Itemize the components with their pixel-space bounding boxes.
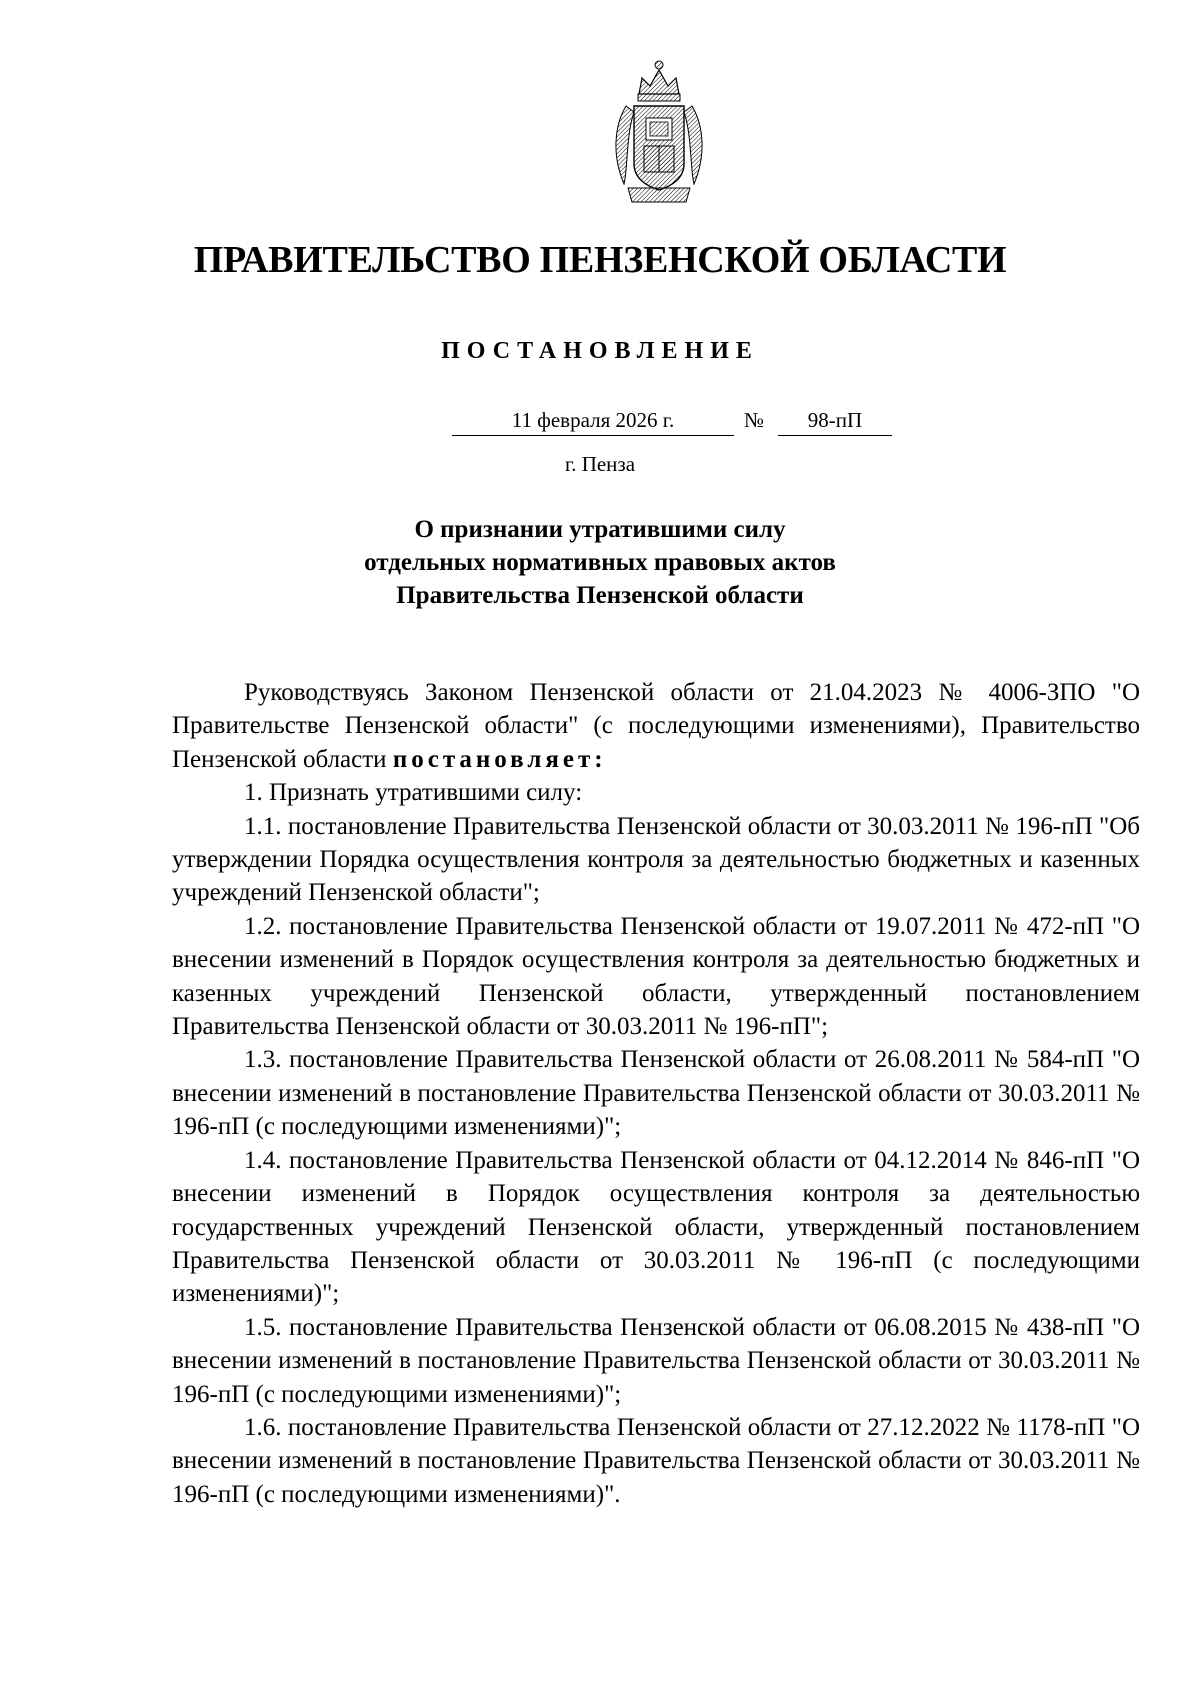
preamble-paragraph <box>172 676 1140 776</box>
item-1-4: 1.4. постановление Правительства Пензенской области от 04.12.2014 № 846-пП "О внесении изменений в Порядок осуществления контроля за деятельностью государственных учреждений Пензенской области, утвержденный постановлением Правительства Пензенской области от 30.03.2011 № 196-пП (с последующими изменениями)"; <box>172 1146 1140 1308</box>
number-sign: № <box>744 408 765 432</box>
item-1-2: 1.2. постановление Правительства Пензенской области от 19.07.2011 № 472-пП "О внесении изменений в Порядок осуществления контроля за деятельностью бюджетных и казенных учреждений Пензенской области, утвержденный постановлением Правительства Пензенской области от 30.03.2011 № 196-пП"; <box>172 912 1140 1041</box>
item-1-5: 1.5. постановление Правительства Пензенской области от 06.08.2015 № 438-пП "О внесении изменений в постановление Правительства Пензенской области от 30.03.2011 № 196-пП (с последующими изменениями)"; <box>172 1313 1140 1408</box>
document-subject <box>0 513 1200 612</box>
subject-line-3: Правительства Пензенской области <box>396 582 804 609</box>
document-number: 98-пП <box>778 408 892 436</box>
preamble-text: Руководствуясь Законом Пензенской области от 21.04.2023 № 4006-ЗПО "О Правительстве Пензенской области" (с последующими изменениями), Правительство Пензенской области <box>172 679 1140 773</box>
item-1-3: 1.3. постановление Правительства Пензенской области от 26.08.2011 № 584-пП "О внесении изменений в постановление Правительства Пензенской области от 30.03.2011 № 196-пП (с последующими изменениями)"; <box>172 1046 1140 1141</box>
decree-word: постановляет: <box>392 745 607 773</box>
coat-of-arms-icon <box>604 56 714 206</box>
subject-line-1: О признании утратившими силу <box>414 516 786 543</box>
document-date: 11 февраля 2026 г. <box>452 408 734 436</box>
document-body <box>172 676 1140 1511</box>
item-1: 1. Признать утратившими силу: <box>244 779 583 807</box>
document-type: ПОСТАНОВЛЕНИЕ <box>441 338 759 364</box>
subject-line-2: отдельных нормативных правовых актов <box>364 549 836 576</box>
document-city: г. Пенза <box>564 452 636 476</box>
item-1-1: 1.1. постановление Правительства Пензенской области от 30.03.2011 № 196-пП "Об утверждении Порядка осуществления контроля за деятельностью бюджетных и казенных учреждений Пензенской области"; <box>172 812 1140 907</box>
government-title: ПРАВИТЕЛЬСТВО ПЕНЗЕНСКОЙ ОБЛАСТИ <box>193 239 1007 281</box>
item-1-6: 1.6. постановление Правительства Пензенской области от 27.12.2022 № 1178-пП "О внесении изменений в постановление Правительства Пензенской области от 30.03.2011 № 196-пП (с последующими изменениями)". <box>172 1413 1140 1508</box>
